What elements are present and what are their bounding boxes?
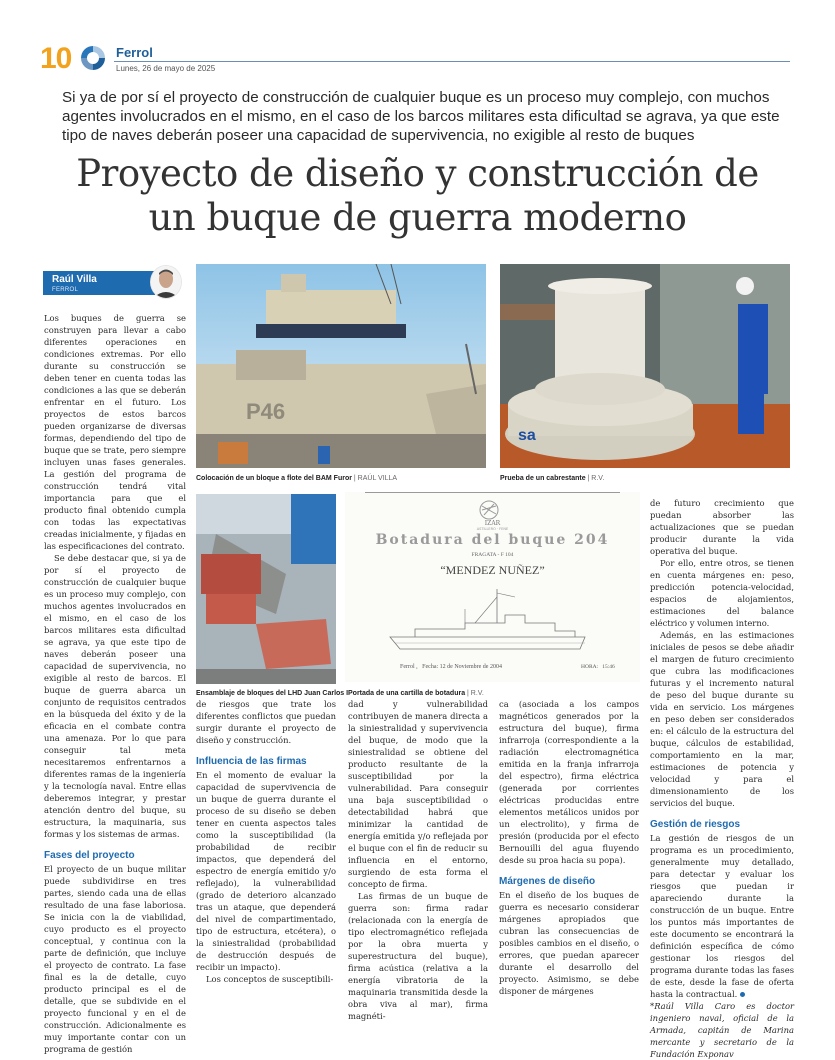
page-number: 10 <box>40 42 72 75</box>
cartilla-time: HORA: 15:46 <box>581 664 615 670</box>
end-mark-icon <box>740 992 745 997</box>
photo-lhd-juan-carlos <box>196 494 336 684</box>
section-name: Ferrol <box>116 45 153 60</box>
paragraph: ca (asociada a los campos magnéticos generados por la estructura del buque), firma infrarroja (correspondiente a la radiación electromagnética emitida en la franja infrarroja del espectro), firma eléctrica (generada por corrientes eléctricas producidas entre elementos metálicos unidos por un electrolito), y firma de presión (producida por el efecto Bernouilli del agua fluyendo desde su proa hacia su popa). <box>499 699 639 865</box>
photo-caption-cartilla-botadura: Portada de una cartilla de botadura | R.V. <box>348 690 484 697</box>
frigate-drawing <box>385 587 595 657</box>
paragraph: Las firmas de un buque de guerra son: firma radar (relacionada con la energía de tipo electromagnético reflejada por la obra muerta y superestructura del buque), firma acústica (relativa a la energía vibratoria de la maquinaria transmitida desde la obra viva al mar), firma magnéti- <box>348 891 488 1021</box>
article-column-5 <box>650 497 794 1060</box>
paragraph: La gestión de riesgos de un programa es un procedimiento, generalmente muy detallado, para detectar y evaluar los riesgos que puedan ir apareciendo durante la construcción de un buque. Entre los puntos más importantes de este documento se encontrará la definición específica de cómo gestionar los riesgos del programa durante todas las fases de este, desde la fase de oferta hasta la contractual. <box>650 833 794 999</box>
section-heading-riesgos: Gestión de riesgos <box>650 819 741 830</box>
paragraph: En el momento de evaluar la capacidad de supervivencia de un buque de guerra durante el proceso de su diseño se deben tener en cuenta aspectos tales como la susceptibilidad (la probabilidad de recibir impactos, que dependerá del espectro de energía emitido y/o reflejado), la vulnerabilidad (grado de deterioro alcanzado tras un ataque, que dependerá del nivel de compartimentado, tipo de estructura, etcétera), o la siniestralidad (probabilidad de destrucción después de recibir un impacto). <box>196 770 336 972</box>
photo-caption-lhd-juan-carlos: Ensamblaje de bloques del LHD Juan Carlos I <box>196 690 349 697</box>
cartilla-ship-name: “MENDEZ NUÑEZ” <box>440 563 545 577</box>
cartilla-title: Botadura del buque 204 <box>375 532 610 548</box>
section-heading-firmas: Influencia de las firmas <box>196 756 307 767</box>
author-note: *Raúl Villa Caro es doctor ingeniero naval, oficial de la Armada, capitán de Marina mercante y secretario de la Fundación Exponav <box>650 1001 794 1059</box>
cartilla-place-date: Ferrol , Fecha: 12 de Noviembre de 2004 <box>400 664 502 670</box>
paragraph: Además, en las estimaciones iniciales de pesos se debe añadir el margen de futuro crecimiento que cubra las modificaciones futuras y el incremento natural de peso del buque durante su vida en servicio. Los márgenes en peso deben ser considerados en: el cálculo de la estructura del buque, cálculos de estabilidad, comportamiento en la mar, estimaciones de potencia y velocidad y para el dimensionamiento de los servicios del buque. <box>650 630 794 808</box>
paragraph: Los conceptos de susceptibili- <box>206 974 334 984</box>
headline-line-2: un buque de guerra moderno <box>148 196 687 239</box>
winch-brand-label: sa <box>518 427 536 444</box>
cartilla-type: FRAGATA - F 104 <box>471 552 514 558</box>
paragraph: Los buques de guerra se construyen para llevar a cabo diferentes operaciones en condiciones extremas. Por ello durante su construcción se deben tener en cuenta todas las condiciones a las que se deberán enfrentar en el futuro. Los proyectos de estos barcos pueden organizarse de diversas formas, dependiendo del tipo de buque que se trate, pero siempre incluyen unas fases generales. La gestión del programa de construcción tendrá vital importancia para que el producto final obtenido cumpla con todas las expectativas creadas inicialmente, y fijadas en las especificaciones del contrato. <box>44 313 186 551</box>
article-column-3 <box>348 698 488 1022</box>
paragraph: El proyecto de un buque militar puede subdividirse en tres partes, siendo cada una de ellas resultado de una fase laboriosa. Se inicia con la de viabilidad, cuyo producto es el proyecto conceptual, y continua con la parte de definición, que incluye el proyecto de contrato. La fase final es la de detalle, cuyo producto principal es el de detalle, que se subdivide en el proyecto funcional y en el de construcción. Adicionalmente es muy importante contar con un programa de gestión <box>44 864 186 1054</box>
author-location: FERROL <box>52 287 79 293</box>
author-name: Raúl Villa <box>52 274 97 285</box>
paragraph: En el diseño de los buques de guerra es necesario considerar márgenes apropiados que cubran las consecuencias de posibles cambios en el diseño, o errores, que puedan aparecer durante el desarrollo del proyecto. Asimismo, se debe disponer de márgenes <box>499 890 639 996</box>
circle-segments-logo-icon <box>80 45 106 71</box>
article-subtitle: Si ya de por sí el proyecto de construcción de cualquier buque es un proceso muy complejo, con muchos agentes involucrados en el mismo, en el caso de los barcos militares esta dificultad se agrava, ya que este tipo de naves deberán poseer una capacidad de supervivencia, no exigible al resto de buques <box>62 89 780 144</box>
hull-number: P46 <box>246 399 286 424</box>
article-headline <box>30 152 805 240</box>
header-rule <box>114 61 790 62</box>
article-column-4 <box>499 698 639 997</box>
paragraph: Por ello, entre otros, se tienen en cuenta márgenes en: peso, predicción potencia-velocidad, espacios de alojamientos, estimaciones del balance eléctrico y volumen interno. <box>650 558 794 628</box>
paragraph: dad y vulnerabilidad contribuyen de manera directa a la siniestralidad y supervivencia del buque, de modo que la siniestralidad se obtiene del producto resultante de la susceptibilidad por la vulnerabilidad. Para conseguir una baja susceptibilidad o detectabilidad habrá que minimizar la cantidad de energía emitida y/o reflejada por el buque con el fin de reducir su influencia en el entorno, surgiendo de esta forma el concepto de firma. <box>348 699 488 889</box>
photo-caption-bam-furor: Colocación de un bloque a flote del BAM Furor | RAÚL VILLA <box>196 475 398 482</box>
cartilla-brand-sub: ASTILLERO · FENE <box>476 527 509 531</box>
photo-bam-furor <box>196 264 486 468</box>
article-column-1 <box>44 312 186 1055</box>
article-column-2 <box>196 698 336 985</box>
photo-cabrestante <box>500 264 790 468</box>
section-heading-margenes: Márgenes de diseño <box>499 876 596 887</box>
headline-line-1: Proyecto de diseño y construcción de <box>76 152 759 195</box>
avatar <box>150 265 182 299</box>
issue-date: Lunes, 26 de mayo de 2025 <box>116 64 216 73</box>
cartilla-brand: IZAR <box>484 520 501 527</box>
paragraph: de riesgos que trate los diferentes conflictos que puedan surgir durante el proyecto de diseño y construcción. <box>196 699 336 745</box>
photo-cartilla-botadura <box>345 492 640 682</box>
izar-logo-icon <box>478 500 500 520</box>
section-heading-fases: Fases del proyecto <box>44 850 135 861</box>
paragraph: Se debe destacar que, si ya de por sí el proyecto de construcción de cualquier buque es un proceso muy complejo, con muchos agentes involucrados en el mismo, en el caso de los barcos militares esta dificultad se agrava, ya que este tipo de naves deberán poseer una capacidad de supervivencia, no exigible al resto de barcos. El buque de guerra abarca un conjunto de requisitos centrados en la búsqueda del éxito y de la eficacia en el combate contra una amenaza. Por lo que para conseguir tal meta necesitaremos enfrentarnos a diferentes ramas de la ingeniería y la tecnología naval. Entre ellas deberemos integrar, y prestar atención dentro del buque, su estructura, la maquinaria, sus formas y los sistemas de armas. <box>44 553 186 839</box>
paragraph: de futuro crecimiento que puedan absorber las actualizaciones que se puedan producir durante la vida operativa del buque. <box>650 498 794 556</box>
photo-caption-cabrestante: Prueba de un cabrestante | R.V. <box>500 475 605 482</box>
